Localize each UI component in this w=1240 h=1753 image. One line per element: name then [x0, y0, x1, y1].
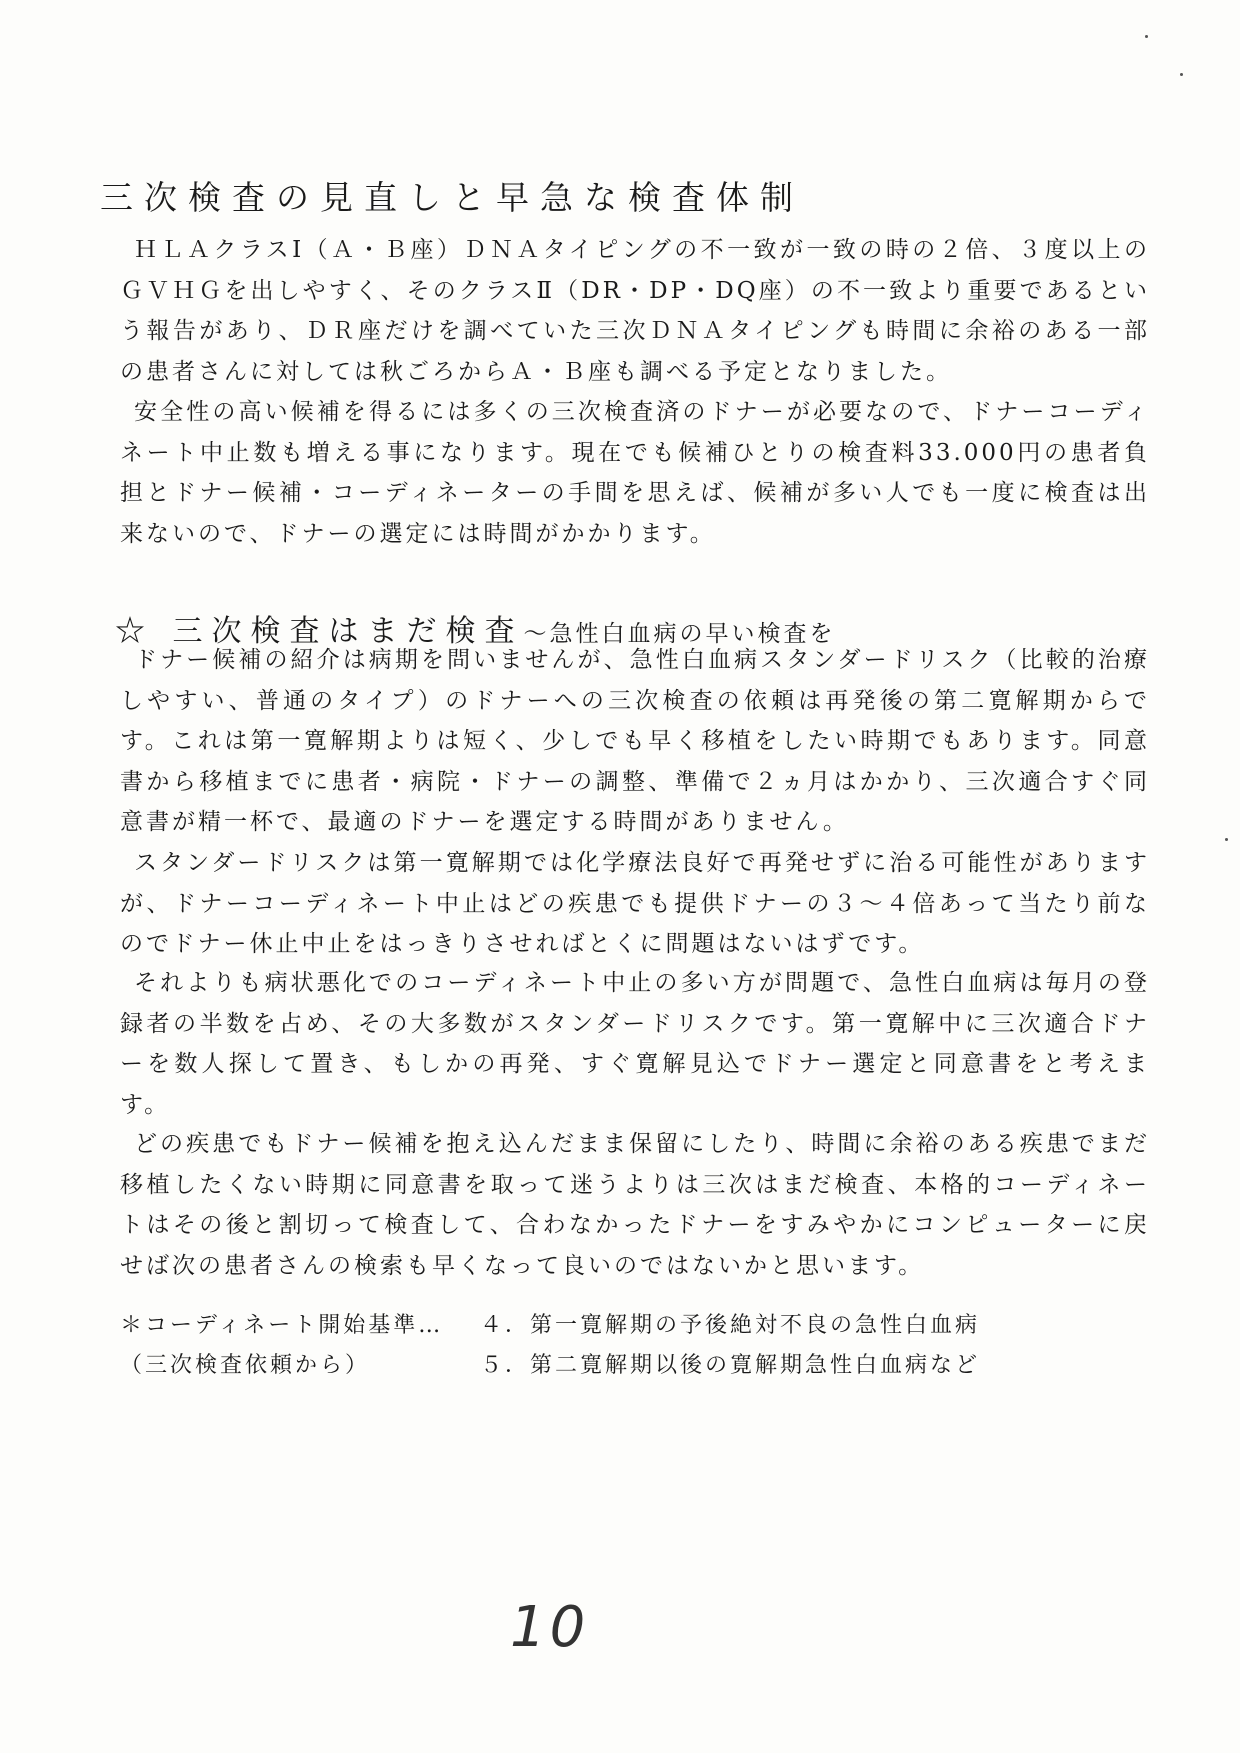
scan-speck — [1145, 35, 1148, 38]
intro-paragraph-2: 安全性の高い候補を得るには多くの三次検査済のドナーが必要なので、ドナーコーディネート中止数も増える事になります。現在でも候補ひとりの検査料33.000円の患者負担とドナー候補・コーディネーターの手間を思えば、候補が多い人でも一度に検査は出来ないので、ドナーの選定には時間がかかります。 — [120, 399, 1150, 547]
scan-speck — [1180, 73, 1183, 76]
section-paragraph-3: それよりも病状悪化でのコーディネート中止の多い方が問題で、急性白血病は毎月の登録者の半数を占め、その大多数がスタンダードリスクです。第一寛解中に三次適合ドナーを数人探して置き、もしかの再発、すぐ寛解見込でドナー選定と同意書をと考えます。 — [120, 970, 1150, 1118]
page-title: 三次検査の見直しと早急な検査体制 — [100, 178, 804, 218]
section-paragraph-2: スタンダードリスクは第一寛解期では化学療法良好で再発せずに治る可能性がありますが、ドナーコーディネート中止はどの疾患でも提供ドナーの３〜４倍あって当たり前なのでドナー休止中止をはっきりさせればとくに問題はないはずです。 — [120, 850, 1150, 957]
section-heading-sub: 〜急性白血病の早い検査を — [523, 621, 836, 647]
scan-speck — [1225, 838, 1228, 841]
note-criterion-4: ４．第一寛解期の予後絶対不良の急性白血病 — [480, 1313, 981, 1338]
intro-paragraph-1: ＨＬＡクラスⅠ（Ａ・Ｂ座）ＤＮＡタイピングの不一致が一致の時の２倍、３度以上のＧＶＨＧを出しやすく、そのクラスⅡ（DR・DP・DQ座）の不一致より重要であるという報告があり、ＤＲ座だけを調べていた三次ＤＮＡタイピングも時間に余裕のある一部の患者さんに対しては秋ごろからＡ・Ｂ座も調べる予定となりました。 — [120, 237, 1150, 385]
note-criterion-5: ５．第二寛解期以後の寛解期急性白血病など — [480, 1353, 981, 1378]
note-row-1 — [120, 1308, 981, 1339]
section-heading-main: ☆ 三次検査はまだ検査 — [115, 614, 524, 649]
page-number: 10 — [510, 1595, 590, 1660]
section-paragraph-4: どの疾患でもドナー候補を抱え込んだまま保留にしたり、時間に余裕のある疾患でまだ移植したくない時期に同意書を取って迷うよりは三次はまだ検査、本格的コーディネートはその後と割切って検査して、合わなかったドナーをすみやかにコンピューターに戻せば次の患者さんの検索も早くなって良いのではないかと思います。 — [120, 1131, 1150, 1279]
note-sublabel: （三次検査依頼から） — [120, 1353, 371, 1378]
section-paragraph-1: ドナー候補の紹介は病期を問いませんが、急性白血病スタンダードリスク（比較的治療しやすい、普通のタイプ）のドナーへの三次検査の依頼は再発後の第二寛解期からです。これは第一寛解期よりは短く、少しでも早く移植をしたい時期でもあります。同意書から移植までに患者・病院・ドナーの調整、準備で２ヵ月はかかり、三次適合すぐ同意書が精一杯で、最適のドナーを選定する時間がありません。 — [120, 647, 1150, 835]
note-label: ＊コーディネート開始基準… — [120, 1313, 444, 1338]
note-row-2 — [120, 1348, 981, 1379]
